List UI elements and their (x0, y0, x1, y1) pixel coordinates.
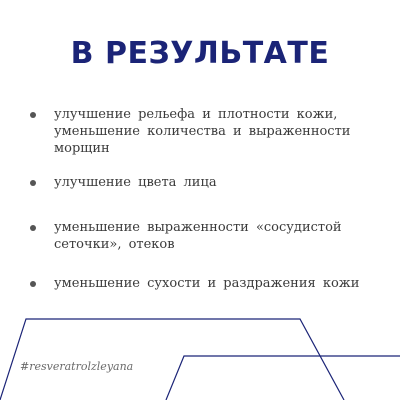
slide-title: В РЕЗУЛЬТАТЕ (70, 36, 330, 71)
hashtag-label: #resveratrolzleyana (20, 360, 134, 373)
list-item-text: уменьшение сухости и раздражения кожи (54, 276, 360, 291)
list-item-text: улучшение цвета лица (54, 175, 217, 190)
decor-line-right (166, 356, 400, 400)
list-item-text: уменьшение выраженности «сосудистой сеточки», отеков (54, 220, 342, 252)
list-item-text: улучшение рельефа и плотности кожи, уменьшение количества и выраженности морщин (54, 107, 351, 156)
